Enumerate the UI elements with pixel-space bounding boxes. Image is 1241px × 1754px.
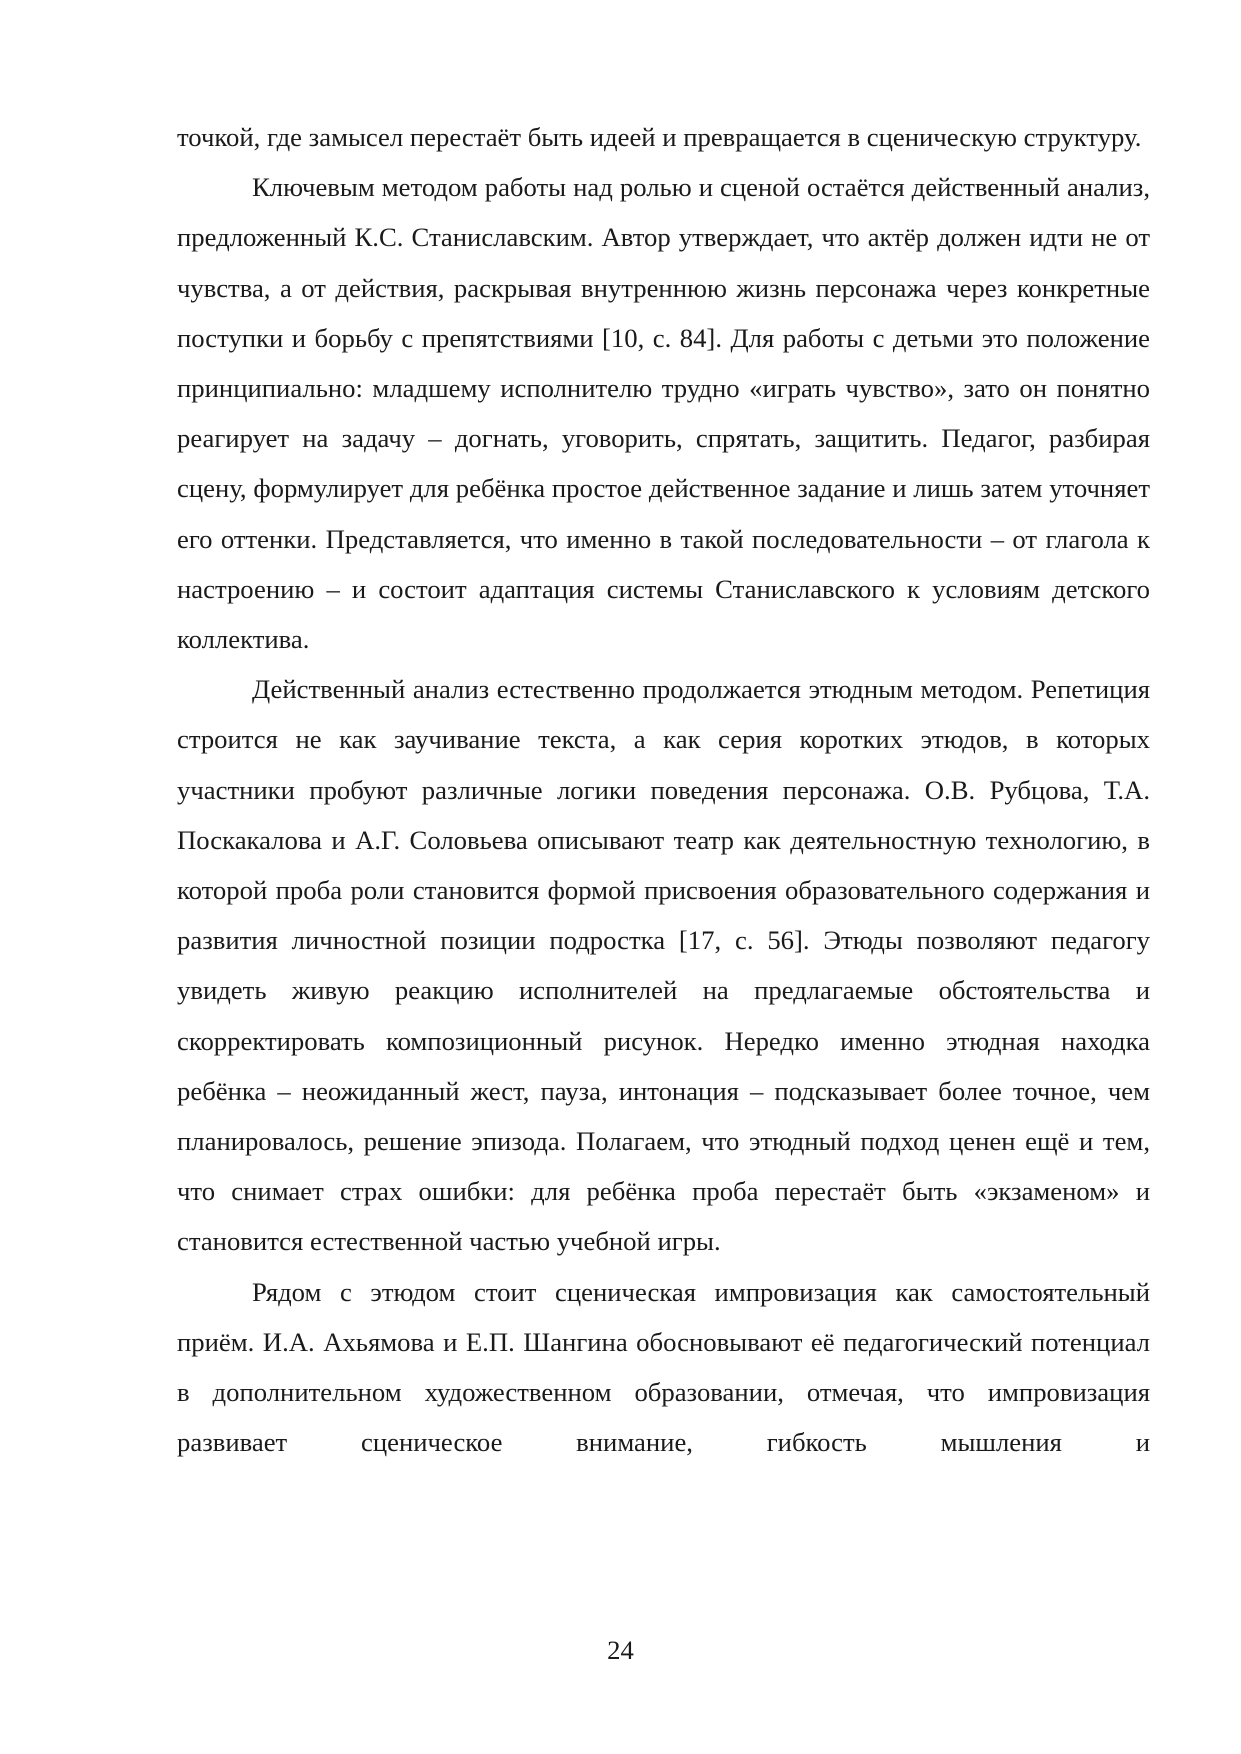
page-body — [177, 112, 1150, 1467]
paragraph-improvisation: Рядом с этюдом стоит сценическая импровизация как самостоятельный приём. И.А. Ахьямова и Е.П. Шангина обосновывают её педагогический потенциал в дополнительном художественном образовании, отмечая, что импровизация развивает сценическое внимание, гибкость мышления и — [177, 1276, 1150, 1458]
paragraph-continuation: точкой, где замысел перестаёт быть идеей и превращается в сценическую структуру. — [177, 122, 1142, 152]
paragraph-action-analysis: Ключевым методом работы над ролью и сценой остаётся действенный анализ, предложенный К.С. Станиславским. Автор утверждает, что актёр должен идти не от чувства, а от действия, раскрывая внутреннюю жизнь персонажа через конкретные поступки и борьбу с препятствиями [10, с. 84]. Для работы с детьми это положение принципиально: младшему исполнителю трудно «играть чувство», зато он понятно реагирует на задачу – догнать, уговорить, спрятать, защитить. Педагог, разбирая сцену, формулирует для ребёнка простое действенное задание и лишь затем уточняет его оттенки. Представляется, что именно в такой последовательности – от глагола к настроению – и состоит адаптация системы Станиславского к условиям детского коллектива. — [177, 172, 1150, 655]
paragraph-etude-method: Действенный анализ естественно продолжается этюдным методом. Репетиция строится не как заучивание текста, а как серия коротких этюдов, в которых участники пробуют различные логики поведения персонажа. О.В. Рубцова, Т.А. Поскакалова и А.Г. Соловьева описывают театр как деятельностную технологию, в которой проба роли становится формой присвоения образовательного содержания и развития личностной позиции подростка [17, с. 56]. Этюды позволяют педагогу увидеть живую реакцию исполнителей на предлагаемые обстоятельства и скорректировать композиционный рисунок. Нередко именно этюдная находка ребёнка – неожиданный жест, пауза, интонация – подсказывает более точное, чем планировалось, решение эпизода. Полагаем, что этюдный подход ценен ещё и тем, что снимает страх ошибки: для ребёнка проба перестаёт быть «экзаменом» и становится естественной частью учебной игры. — [177, 674, 1150, 1257]
page-number: 24 — [607, 1635, 634, 1665]
